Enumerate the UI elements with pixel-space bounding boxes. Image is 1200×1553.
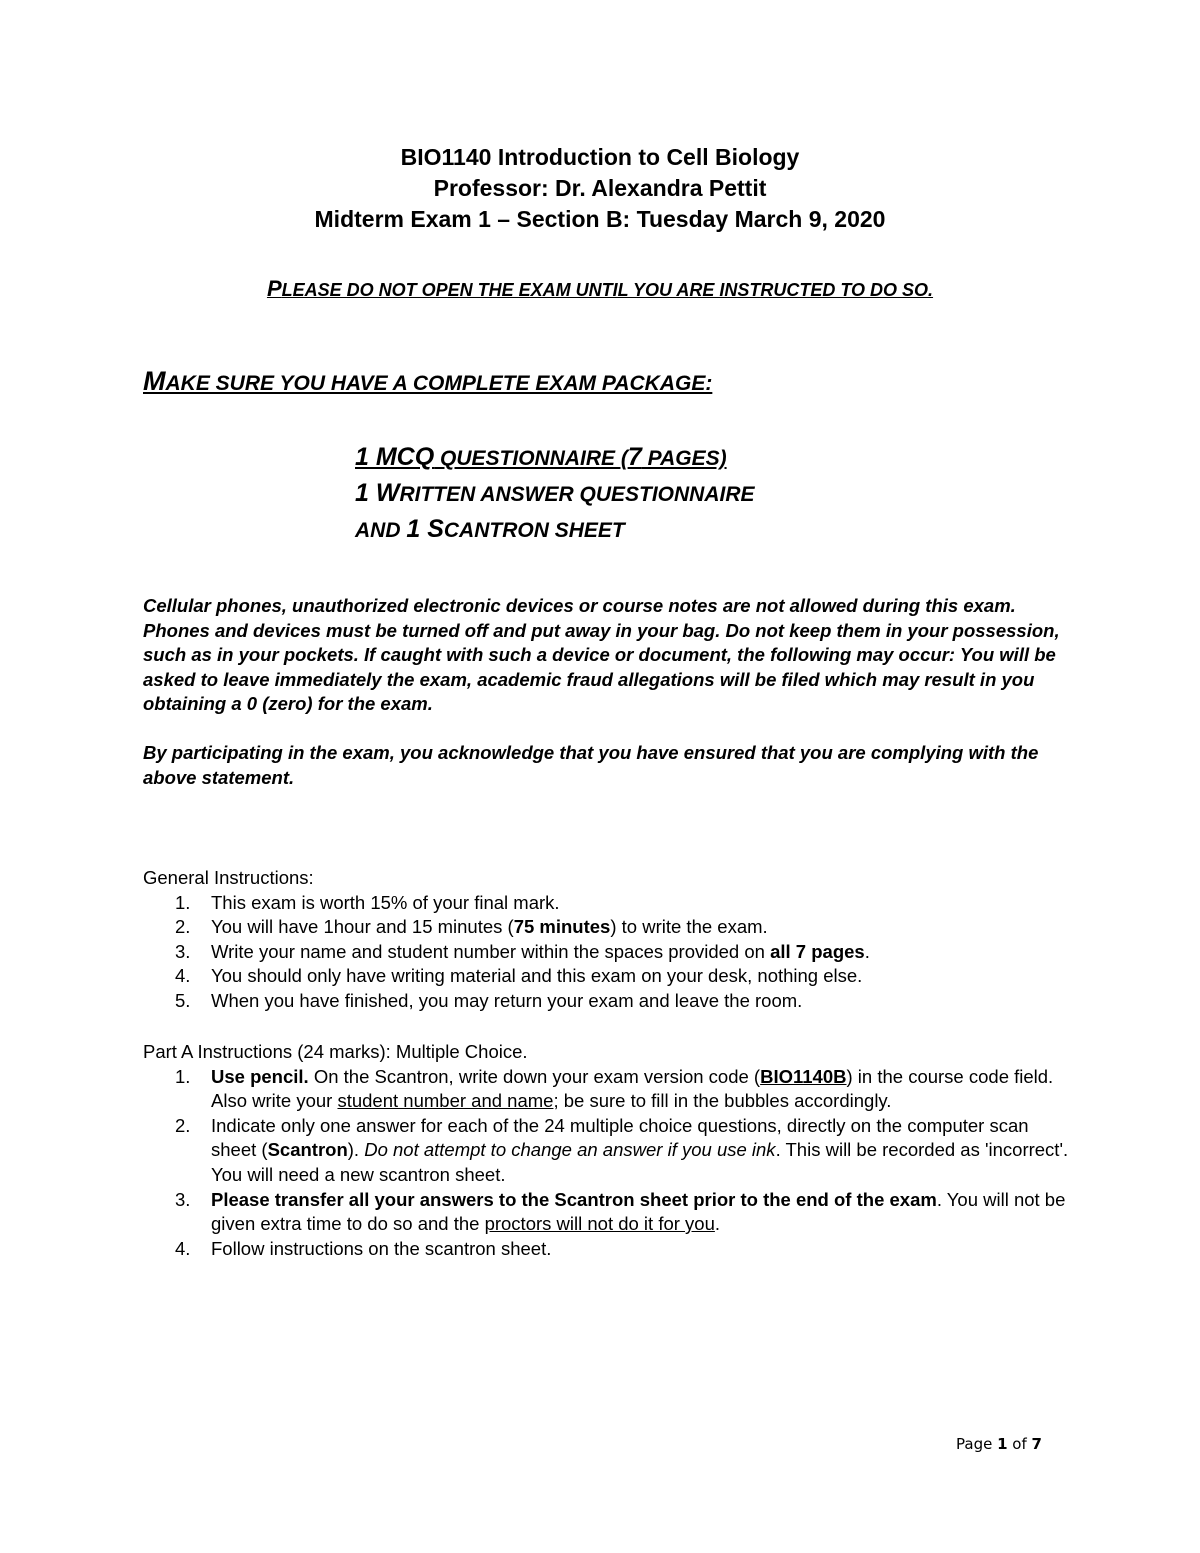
package-contents xyxy=(355,440,755,548)
package-item-written: 1 WRITTEN ANSWER QUESTIONNAIRE xyxy=(355,479,755,507)
list-item: 1. Use pencil. On the Scantron, write down your exam version code (BIO1140B) in the course code field. Also write your student number and name; be sure to fill in the bubbles accordingly. xyxy=(175,1065,1054,1112)
general-instructions xyxy=(143,866,1073,1014)
course-title: BIO1140 Introduction to Cell Biology xyxy=(400,144,800,170)
package-heading-first-letter: M xyxy=(143,366,166,396)
package-item-mcq: 1 MCQ QUESTIONNAIRE (7 PAGES) xyxy=(355,443,727,471)
policy-paragraph-3: By participating in the exam, you acknowledge that you have ensured that you are complying with the above statement. xyxy=(143,741,1039,788)
part-a-list xyxy=(143,1065,1073,1262)
do-not-open-warning xyxy=(0,277,1200,302)
list-item: 2. You will have 1hour and 15 minutes (75 minutes) to write the exam. xyxy=(175,916,768,938)
warning-text: LEASE DO NOT OPEN THE EXAM UNTIL YOU ARE INSTRUCTED TO DO SO. xyxy=(281,280,934,300)
warning-first-letter: P xyxy=(266,276,282,301)
general-instructions-list xyxy=(143,891,1073,1014)
general-instructions-title: General Instructions: xyxy=(143,867,314,888)
list-item: 4. Follow instructions on the scantron sheet. xyxy=(175,1237,552,1259)
list-item: 1. This exam is worth 15% of your final mark. xyxy=(175,891,560,913)
package-item-scantron: AND 1 SCANTRON SHEET xyxy=(355,515,625,543)
device-policy xyxy=(143,594,1073,790)
policy-paragraph-1: Cellular phones, unauthorized electronic devices or course notes are not allowed during this exam. xyxy=(143,595,1016,616)
page-number: Page 1 of 7 xyxy=(956,1435,1042,1453)
professor-name: Professor: Dr. Alexandra Pettit xyxy=(433,175,767,201)
part-a-title: Part A Instructions (24 marks): Multiple Choice. xyxy=(143,1041,528,1062)
policy-paragraph-2: Phones and devices must be turned off and put away in your bag. Do not keep them in your possession, such as in your pockets. If caught with such a device or document, the following may occur: You will be asked to leave immediately the exam, academic fraud allegations will be filed which may result in you obtaining a 0 (zero) for the exam. xyxy=(143,619,1060,715)
list-item: 3. Please transfer all your answers to the Scantron sheet prior to the end of the exam. You will not be given extra time to do so and the proctors will not do it for you. xyxy=(175,1188,1066,1235)
list-item: 2. Indicate only one answer for each of the 24 multiple choice questions, directly on the computer scan sheet (Scantron). Do not attempt to change an answer if you use ink. This will be recorded as 'incorrect'. You will need a new scantron sheet. xyxy=(175,1114,1069,1185)
list-item: 3. Write your name and student number within the spaces provided on all 7 pages. xyxy=(175,940,870,962)
exam-title: Midterm Exam 1 – Section B: Tuesday March 9, 2020 xyxy=(314,206,886,232)
list-item: 4. You should only have writing material and this exam on your desk, nothing else. xyxy=(175,965,863,987)
exam-header xyxy=(0,142,1200,235)
package-heading-text: AKE SURE YOU HAVE A COMPLETE EXAM PACKAGE: xyxy=(165,372,713,395)
exam-version-code: BIO1140B xyxy=(760,1065,847,1087)
part-a-instructions xyxy=(143,1040,1073,1261)
package-heading xyxy=(143,366,712,399)
list-item: 5. When you have finished, you may return your exam and leave the room. xyxy=(175,989,803,1011)
